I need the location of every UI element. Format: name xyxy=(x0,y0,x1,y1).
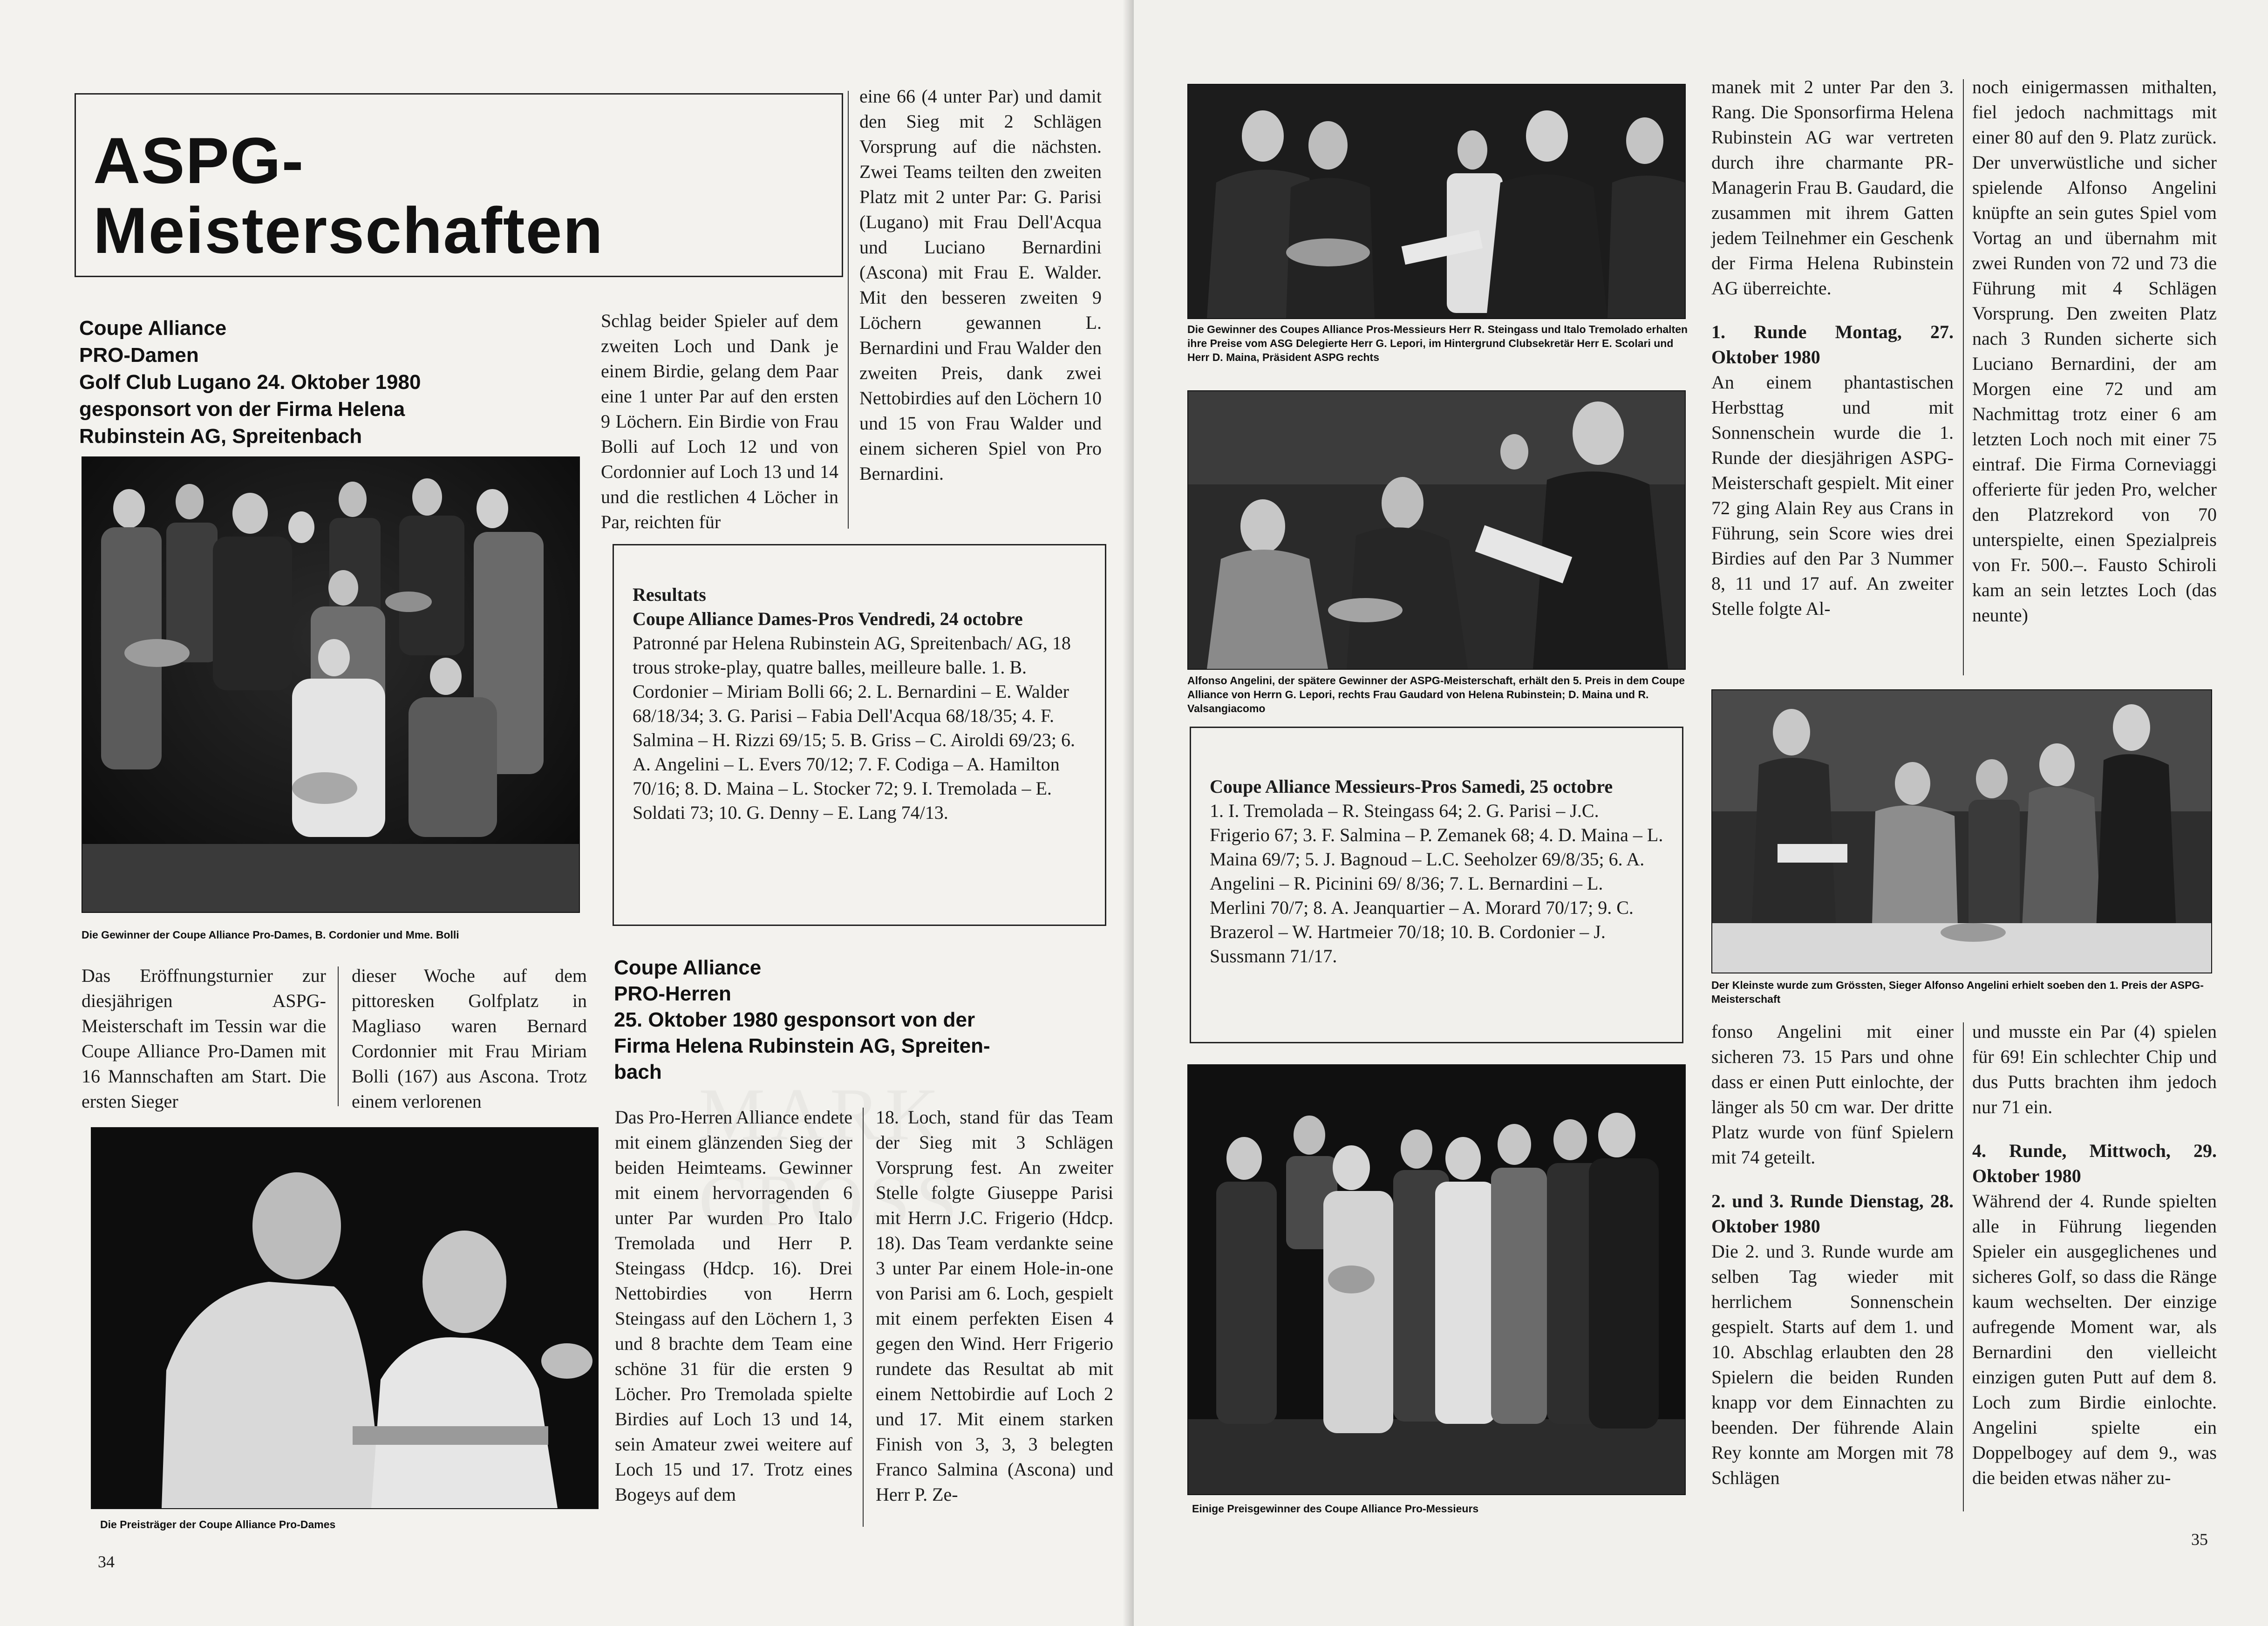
text-column-i xyxy=(1711,1019,1954,1490)
photo2-caption: Die Preisträger der Coupe Alliance Pro-Dames xyxy=(100,1518,336,1531)
text-column-c: Schlag beider Spieler auf dem zweiten Loch und Dank je einem Birdie, gelang dem Paar eine 1 unter Par auf den ersten 9 Löchern. Ein Birdie von Frau Bolli auf Loch 12 und von Cordonnier auf Loch 13 und 14 und die restlichen 4 Löcher in Par, reichten für xyxy=(601,310,838,532)
page-number: 35 xyxy=(2191,1530,2208,1549)
photo-angelini-first-prize xyxy=(1711,689,2212,973)
photo-messieurs-prize-presentation xyxy=(1187,84,1686,319)
intro-column-2: dieser Woche auf dem pittoresken Golfplatz in Magliaso waren Bernard Cordonnier mit Frau Miriam Bolli (167) aus Ascona. Trotz einem verlorenen xyxy=(352,965,587,1112)
text-column-e: Das Pro-Herren Alliance endete mit einem glänzenden Sieg der beiden Heimteams. Gewinner mit einem hervorragenden 6 unter Par wurden Pro Italo Tremolada und Herr P. Steingass (Hdcp. 16). Drei Nettobirdies von Herrn Steingass auf den Löchern 1, 3 und 8 brachte dem Team eine schöne 31 für die ersten 9 Löcher. Pro Tremolada spielte Birdies auf Loch 13 und 14, sein Amateur zwei weitere auf Loch 15 und 17. Trotz eines Bogeys auf dem xyxy=(615,1107,852,1505)
photo-angelini-fifth-prize xyxy=(1187,390,1686,670)
photo-angelini-image xyxy=(1188,391,1685,669)
text-column-h: noch einigermassen mithalten, fiel jedoch nachmittags mit einer 80 auf den 9. Platz zurück. Der unverwüstliche und sicher spielende Alfonso Angelini knüpfte an sein gutes Spiel vom Vortag an und übernahm mit zwei Runden von 72 und 73 die Führung mit 4 Schlägen Vorsprung. Den zweiten Platz nach 3 Runden sicherte sich Luciano Bernardini, der am Morgen eine 72 und am Nachmittag trotz einer 6 am letzten Loch noch mit einer 75 eintraf. Die Firma Corneviaggi offerierte für jeden Pro, welcher den Platzrekord von 70 unterspielte, einen Spezialpreis von Fr. 500.–. Fausto Schiroli kam an sein letztes Loch (das neunte) xyxy=(1972,76,2217,626)
column-rule xyxy=(848,91,849,529)
photo5-caption: Einige Preisgewinner des Coupe Alliance Pro-Messieurs xyxy=(1192,1503,1479,1515)
photo4-caption: Alfonso Angelini, der spätere Gewinner der ASPG-Meisterschaft, erhält den 5. Preis in dem Coupe Alliance von Herrn G. Lepori, rechts Frau Gaudard von Helena Rubinstein; D. Maina und R. Valsangiacomo xyxy=(1187,674,1685,714)
results-heading: Resultats xyxy=(633,584,706,605)
column-rule xyxy=(338,966,339,1106)
subheading-round4: 4. Runde, Mittwoch, 29. Oktober 1980 xyxy=(1972,1140,2217,1186)
photo-winner-image xyxy=(1712,690,2211,973)
paragraph: und musste ein Par (4) spielen für 69! Ein schlechter Chip und dus Putts brachten ihm jedoch nur 71 ein. xyxy=(1972,1021,2217,1117)
herren-heading-line: Coupe Alliance xyxy=(614,956,762,979)
intro-column-1: Das Eröffnungsturnier zur diesjährigen ASPG-Meisterschaft im Tessin war die Coupe Alliance Pro-Damen mit 16 Mannschaften am Start. Die ersten Sieger xyxy=(82,965,326,1112)
column-rule xyxy=(1963,79,1964,675)
photo1-caption: Die Gewinner der Coupe Alliance Pro-Dames, B. Cordonier und Mme. Bolli xyxy=(82,929,459,941)
results-body: 1. I. Tremolada – R. Steingass 64; 2. G. Parisi – J.C. Frigerio 67; 3. F. Salmina – P. Zemanek 68; 4. D. Maina – L. Maina 69/7; 5. J. Bagnoud – L.C. Seeholzer 69/8/35; 6. A. Angelini – R. Picinini 69/ 8/36; 7. L. Bernardini – L. Merlini 70/7; 8. A. Jeanquartier – A. Morard 70/17; 9. C. Brazerol – W. Hartmeier 70/18; 10. B. Cordonier – J. Sussmann 71/17. xyxy=(1210,800,1663,966)
subheading-round2-3: 2. und 3. Runde Dienstag, 28. Oktober 1980 xyxy=(1711,1191,1954,1237)
photo-group-image xyxy=(82,457,579,912)
right-page xyxy=(1134,0,2268,1626)
paragraph: Die 2. und 3. Runde wurde am selben Tag wieder mit herrlichem Sonnenschein gespielt. Starts auf dem 1. und 10. Abschlag erlaubten den 28 Spielern die beiden Runden knapp vor dem Einnachten zu beenden. Der führende Alain Rey konnte am Morgen mit 78 Schlägen xyxy=(1711,1241,1954,1488)
sponsor-heading-line: Golf Club Lugano 24. Oktober 1980 xyxy=(79,371,421,394)
title-line-1: ASPG- xyxy=(93,124,305,197)
text-column-f: 18. Loch, stand für das Team der Sieg mit 3 Schlägen Vorsprung fest. An zweiter Stelle folgte Giuseppe Parisi mit Herrn J.C. Frigerio (Hdcp. 18). Das Team verdankte seine 3 unter Par einem Hole-in-one von Parisi am 6. Loch, gespielt mit einem perfekten Eisen 4 gegen den Wind. Herr Frigerio rundete das Resultat ab mit einem Nettobirdie auf Loch 2 und 17. Mit einem starken Finish von 3, 3, 3 belegten Franco Salmina (Ascona) und Herr P. Ze- xyxy=(876,1107,1113,1505)
column-rule xyxy=(1963,1022,1964,1511)
photo-presentation-image xyxy=(1188,85,1685,318)
paragraph: manek mit 2 unter Par den 3. Rang. Die Sponsorfirma Helena Rubinstein AG war vertreten durch ihre charmante PR-Managerin Frau B. Gaudard, die zusammen mit ihrem Gatten jedem Teilnehmer ein Geschenk der Firma Helena Rubinstein AG überreichte. xyxy=(1711,76,1954,299)
results-box-messieurs xyxy=(1190,727,1683,1043)
column-rule xyxy=(863,1108,864,1527)
paragraph: Während der 4. Runde spielten alle in Führung liegenden Spieler ein ausgeglichenes und sicheres Golf, so dass die Ränge kaum wechselten. Der einzige aufregende Moment war, als Bernardini den vielleicht einzigen guten Putt auf dem 8. Loch zum Birdie einlochte. Angelini spielte ein Doppelbogey auf dem 9., was die beiden etwas näher zu- xyxy=(1972,1191,2217,1488)
photo-couple-image xyxy=(92,1128,598,1508)
herren-heading-line: bach xyxy=(614,1061,662,1083)
sponsor-heading-line: Coupe Alliance xyxy=(79,317,227,340)
page-number: 34 xyxy=(98,1552,115,1571)
text-column-d: eine 66 (4 unter Par) und damit den Sieg mit 2 Schlägen Vorsprung auf die nächsten. Zwei Teams teilten den zweiten Platz mit 2 unter Par: G. Parisi (Lugano) mit Frau Dell'Acqua und Luciano Bernardini (Ascona) mit Frau E. Walder. Mit den besseren zweiten 9 Löchern gewannen L. Bernardini und Frau Walder den zweiten Preis, dank zwei Nettobirdies auf den Löchern 10 und 15 von Frau Walder und einem sicheren Spiel von Pro Bernardini. xyxy=(859,86,1102,484)
photo-pro-dames-prizewinners xyxy=(91,1127,599,1509)
results-subheading: Coupe Alliance Messieurs-Pros Samedi, 25 octobre xyxy=(1210,776,1613,797)
sponsor-heading xyxy=(79,315,573,450)
herren-heading-line: PRO-Herren xyxy=(614,982,731,1005)
sponsor-heading-line: gesponsort von der Firma Helena xyxy=(79,398,405,421)
results-body: Patronné par Helena Rubinstein AG, Spreitenbach/ AG, 18 trous stroke-play, quatre balles, meilleure balle. 1. B. Cordonier – Miriam Bolli 66; 2. L. Bernardini – E. Walder 68/18/34; 3. G. Parisi – Fabia Dell'Acqua 68/18/35; 4. F. Salmina – H. Rizzi 69/15; 5. B. Griss – C. Airoldi 69/23; 6. A. Angelini – L. Evers 70/12; 7. F. Codiga – A. Hamilton 70/16; 8. D. Maina – L. Stocker 72; 9. I. Tremolada – E. Soldati 73; 10. G. Denny – E. Lang 74/13. xyxy=(633,633,1075,823)
sponsor-heading-line: PRO-Damen xyxy=(79,344,199,367)
herren-heading-line: Firma Helena Rubinstein AG, Spreiten- xyxy=(614,1034,990,1057)
photo-messieurs-prizewinners xyxy=(1187,1064,1686,1495)
herren-heading xyxy=(614,955,1108,1085)
photo6-caption: Der Kleinste wurde zum Grössten, Sieger Alfonso Angelini erhielt soeben den 1. Preis der ASPG-Meisterschaft xyxy=(1711,979,2204,1005)
herren-heading-line: 25. Oktober 1980 gesponsort von der xyxy=(614,1008,975,1031)
results-box-dames xyxy=(613,544,1106,926)
photo-messieurs-group-image xyxy=(1188,1065,1685,1494)
text-column-j xyxy=(1972,1019,2217,1490)
photo3-caption: Die Gewinner des Coupes Alliance Pros-Messieurs Herr R. Steingass und Italo Tremolado erhalten ihre Preise vom ASG Delegierte Herr G. Lepori, im Hintergrund Clubsekretär Herr E. Scolari und Herr D. Maina, Präsident ASPG rechts xyxy=(1187,323,1688,363)
paragraph: fonso Angelini mit einer sicheren 73. 15 Pars und ohne dass er einen Putt einlochte, der länger als 50 cm war. Der dritte Platz wurde von fünf Spielern mit 74 geteilt. xyxy=(1711,1021,1954,1168)
sponsor-heading-line: Rubinstein AG, Spreitenbach xyxy=(79,425,362,448)
paragraph: An einem phantastischen Herbsttag und mit Sonnenschein wurde die 1. Runde der diesjährigen ASPG-Meisterschaft gespielt. Mit einer 72 ging Alain Rey aus Crans in Führung, sein Score wies drei Birdies auf den Par 3 Nummer 8, 11 und 17 auf. An zweiter Stelle folgte Al- xyxy=(1711,372,1954,619)
results-subheading: Coupe Alliance Dames-Pros Vendredi, 24 octobre xyxy=(633,608,1023,629)
subheading-round1: 1. Runde Montag, 27. Oktober 1980 xyxy=(1711,321,1954,367)
title-line-2: Meisterschaften xyxy=(93,194,604,267)
photo-pro-dames-winners xyxy=(82,456,580,913)
text-column-g xyxy=(1711,75,1954,621)
page-title xyxy=(93,126,604,265)
